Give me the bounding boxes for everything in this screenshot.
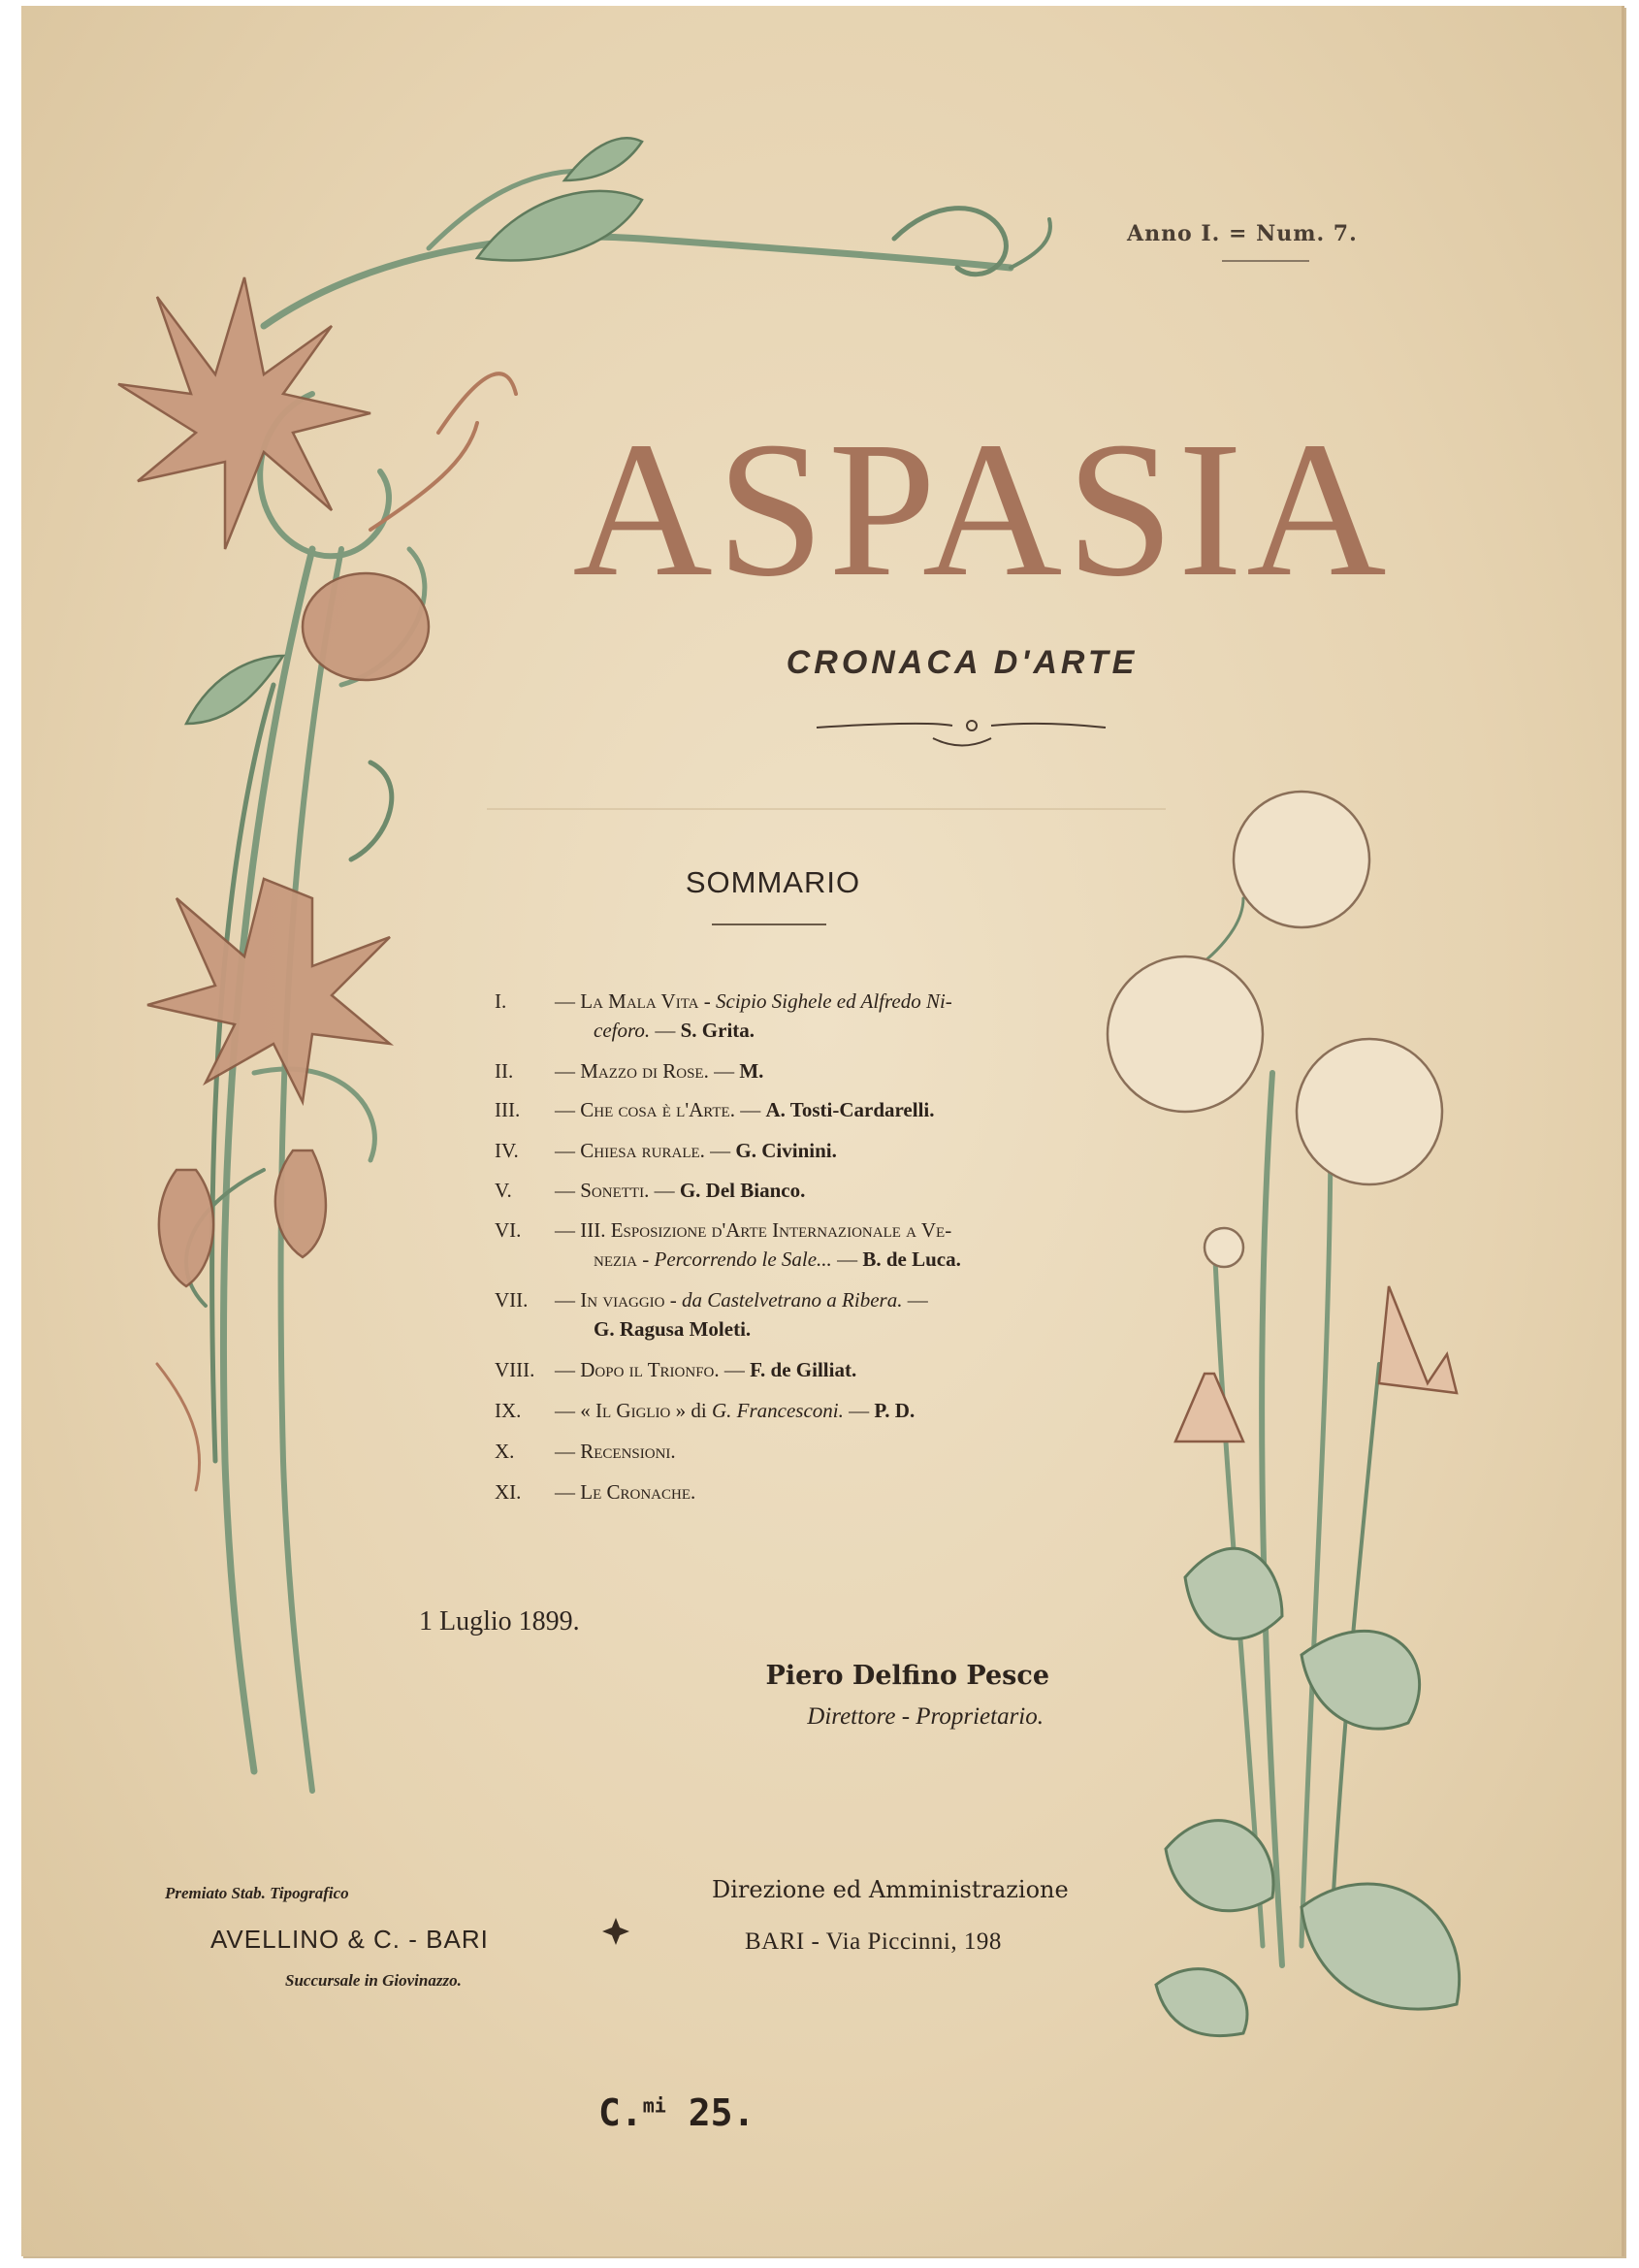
- toc-entry-text: [594, 1247, 961, 1272]
- toc-entry-segment: —: [734, 1098, 766, 1121]
- toc-entry-text: [555, 989, 952, 1014]
- divider: [712, 923, 826, 925]
- price: [598, 2091, 755, 2134]
- toc-entry-number: VI.: [495, 1218, 522, 1242]
- toc-entry-segment: —: [719, 1358, 751, 1381]
- toc-entry-text: [555, 1440, 676, 1464]
- toc-entry-number: XI.: [495, 1480, 522, 1504]
- toc-entry-segment: S. Grita.: [680, 1019, 755, 1042]
- toc-entry-segment: -: [637, 1247, 655, 1271]
- toc-entry-segment: — «: [555, 1399, 595, 1422]
- director-role: Direttore - Proprietario.: [807, 1703, 1044, 1730]
- toc-entry-number: III.: [495, 1098, 521, 1121]
- issue-date: 1 Luglio 1899.: [419, 1606, 580, 1636]
- toc-entry-text: [594, 1019, 755, 1043]
- toc-entry-text: [555, 1059, 763, 1084]
- toc-entry-segment: —: [555, 1288, 581, 1312]
- toc-entry-text: [594, 1317, 751, 1342]
- toc-entry-segment: —: [555, 1139, 581, 1162]
- printer-branch: Succursale in Giovinazzo.: [285, 1971, 462, 1990]
- printer-name: AVELLINO & C. - BARI: [210, 1925, 489, 1954]
- toc-entry-segment: Esposizione d'Arte Internazionale a Ve-: [610, 1218, 952, 1242]
- director-name: Piero Delfino Pesce: [765, 1661, 1049, 1691]
- divider: [1222, 260, 1309, 262]
- toc-entry-segment: Le Cronache.: [580, 1480, 696, 1504]
- toc-entry-segment: B. de Luca.: [862, 1247, 961, 1271]
- toc-entry-segment: —: [555, 1440, 581, 1463]
- toc-entry-segment: Che cosa è l'Arte.: [580, 1098, 735, 1121]
- issue-number: Anno I. = Num. 7.: [1127, 221, 1358, 246]
- toc-entry-segment: —: [708, 1059, 740, 1083]
- toc-entry-text: [555, 1179, 805, 1203]
- toc-entry-segment: —: [555, 1358, 581, 1381]
- toc-entry-segment: —: [555, 1059, 581, 1083]
- administration-address: BARI - Via Piccinni, 198: [745, 1928, 1002, 1955]
- toc-entry-segment: » di: [670, 1399, 712, 1422]
- toc-entry-text: [555, 1139, 837, 1163]
- toc-entry-segment: —: [831, 1247, 863, 1271]
- toc-entry-segment: P. D.: [874, 1399, 916, 1422]
- toc-entry-segment: -: [664, 1288, 682, 1312]
- toc-entry-segment: M.: [739, 1059, 764, 1083]
- toc-entry-segment: G. Civinini.: [735, 1139, 837, 1162]
- floral-illustration: [21, 6, 1622, 2256]
- toc-entry-segment: —: [555, 1179, 581, 1202]
- toc-entry-segment: In viaggio: [580, 1288, 665, 1312]
- toc-entry-text: [555, 1399, 915, 1423]
- magazine-subtitle: CRONACA D'ARTE: [786, 644, 1139, 681]
- toc-entry-segment: Il Giglio: [595, 1399, 671, 1422]
- toc-entry-segment: —: [649, 1179, 680, 1202]
- toc-entry-number: II.: [495, 1059, 514, 1083]
- toc-entry-number: V.: [495, 1179, 512, 1202]
- toc-entry-segment: nezia: [594, 1247, 637, 1271]
- toc-entry-segment: —: [704, 1139, 736, 1162]
- magazine-title: ASPASIA: [572, 403, 1391, 617]
- toc-entry-segment: Mazzo di Rose.: [580, 1059, 709, 1083]
- toc-entry-segment: A. Tosti-Cardarelli.: [765, 1098, 935, 1121]
- magazine-cover: [21, 6, 1624, 2256]
- toc-entry-number: IV.: [495, 1139, 519, 1162]
- price-superscript: mi: [642, 2093, 666, 2118]
- toc-entry-segment: ceforo.: [594, 1019, 651, 1042]
- toc-entry-number: VIII.: [495, 1358, 535, 1381]
- toc-entry-text: [555, 1098, 935, 1122]
- toc-entry-segment: —: [650, 1019, 681, 1042]
- price-value: 25.: [665, 2091, 755, 2134]
- toc-entry-number: X.: [495, 1440, 515, 1463]
- toc-entry-segment: —: [843, 1399, 875, 1422]
- toc-entry-segment: Percorrendo le Sale...: [654, 1247, 832, 1271]
- printer-label: Premiato Stab. Tipografico: [165, 1884, 349, 1902]
- toc-entry-segment: —: [902, 1288, 928, 1312]
- toc-entry-segment: -: [698, 989, 716, 1013]
- price-prefix: C.: [598, 2091, 643, 2134]
- toc-entry-segment: —: [555, 1098, 581, 1121]
- toc-entry-segment: da Castelvetrano a Ribera.: [681, 1288, 903, 1312]
- toc-entry-segment: G. Del Bianco.: [679, 1179, 806, 1202]
- administration-heading: Direzione ed Amministrazione: [712, 1876, 1069, 1903]
- toc-entry-segment: Recensioni.: [580, 1440, 676, 1463]
- toc-entry-segment: La Mala Vita: [580, 989, 699, 1013]
- toc-entry-segment: —: [555, 1480, 581, 1504]
- toc-entry-segment: F. de Gilliat.: [750, 1358, 857, 1381]
- toc-entry-segment: Sonetti.: [580, 1179, 650, 1202]
- toc-entry-text: [555, 1358, 856, 1382]
- toc-entry-text: [555, 1288, 928, 1312]
- toc-entry-text: [555, 1480, 695, 1505]
- toc-entry-number: IX.: [495, 1399, 522, 1422]
- toc-entry-number: I.: [495, 989, 507, 1013]
- toc-entry-number: VII.: [495, 1288, 529, 1312]
- toc-entry-text: [555, 1218, 951, 1243]
- contents-heading: SOMMARIO: [685, 865, 861, 899]
- toc-entry-segment: G. Ragusa Moleti.: [594, 1317, 752, 1341]
- toc-entry-segment: G. Francesconi.: [711, 1399, 844, 1422]
- toc-entry-segment: Scipio Sighele ed Alfredo Ni-: [716, 989, 952, 1013]
- toc-entry-segment: Chiesa rurale.: [580, 1139, 705, 1162]
- toc-entry-segment: Dopo il Trionfo.: [580, 1358, 720, 1381]
- toc-entry-segment: —: [555, 989, 581, 1013]
- toc-entry-segment: — III.: [555, 1218, 611, 1242]
